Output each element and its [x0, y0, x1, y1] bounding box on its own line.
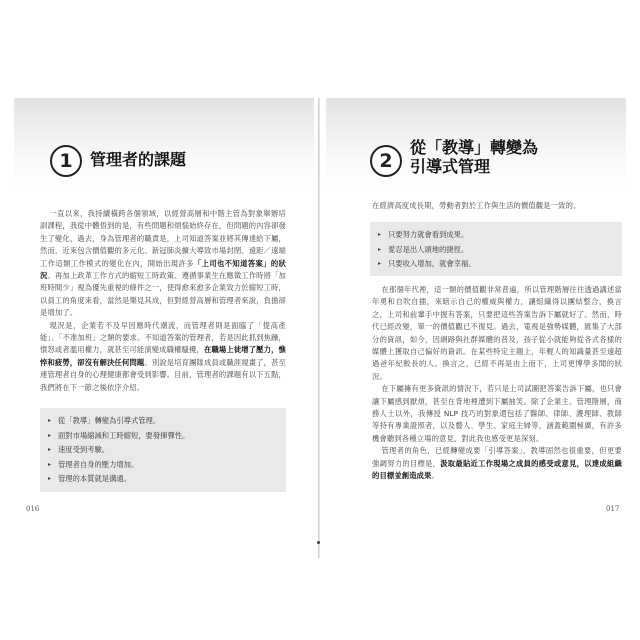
page-number: 016	[26, 505, 40, 513]
chapter-title	[410, 138, 538, 176]
summary-item: ▸ 愛忍是出人頭地的捷徑。	[378, 243, 614, 258]
summary-list	[48, 414, 278, 487]
paragraph	[372, 445, 622, 482]
summary-item: ▸ 只要收入增加，就會幸福。	[378, 257, 614, 272]
chapter-number-badge: 1	[50, 145, 82, 177]
summary-item: ▸ 速度受到考驗。	[48, 443, 278, 458]
summary-item: ▸ 管理者自身的壓力增加。	[48, 458, 278, 473]
intro-text: 在經濟高度成長期，勞動者對於工作與生活的價值觀是一致的。	[372, 201, 581, 210]
binding-mark	[317, 541, 320, 544]
paragraph-text: 在下屬擁有更多資訊的情況下，若只是上司試圖把答案告訴下屬，也只會讓下屬感到厭煩，甚至在背地裡遭到下屬抽笑。除了企業主、管理階層，商務人士以外，我傳授 NLP 技巧的對象還包括了醫師、律師、護理師、教師等持有專業證照者，以及藝人、學生、家庭主婦等，涵蓋範圍極廣，有許多機會聽到各種立場的意見，對此我也感受更是深刻。	[372, 384, 622, 443]
paragraph-text: 。	[431, 471, 440, 481]
chapter-title-line: 從「教導」轉變為	[410, 138, 539, 157]
gutter	[318, 98, 320, 558]
emphasized-text: 汲取最貼近工作現場之成員的感受或意見，以達成組織的目標並創造成果	[372, 458, 622, 481]
paragraph	[40, 208, 286, 320]
paragraph-text: 管理者的角色，已經轉變成要「引導答案」，教導固然也很重要，但更要強調努力的目標是，	[372, 446, 622, 468]
chapter-title: 管理者的課題	[90, 150, 187, 169]
paragraph-text: 現況是，企業若不及早因應時代潮流，而管理者則是面臨了「提高產能」、「不准加班」之類的要求。不知道答案的管理者，若是因此抓到焦躁，憤怒或者濫用權力，就甚至可能演變成職權騷擾，	[40, 320, 286, 355]
paragraph	[372, 383, 622, 445]
emphasized-text: 在職場上徒增了壓力，憔悴和疲勞，卻沒有解決任何問題	[40, 345, 286, 367]
summary-item: ▸ 只要努力就會看到成果。	[378, 228, 614, 243]
paragraph-text: 一直以來，我持續橫跨各個領域，以經營高層和中階主管為對象舉辦培訓課程，我從中體悟到的是，有些問題和煩惱始終存在，但問題的內容卻發生了變化，過去，身為管理者的職責是，上司知道答案並將其傳達給下屬，然而，近來包含價值觀的多元化、新冠肺炎擴大導致市場封閉、遠距／遠端工作這類工作模式的變化在內，開始出現許多	[40, 209, 286, 268]
summary-item: ▸ 管理的本質就是溝通。	[48, 472, 278, 487]
right-page	[326, 98, 626, 538]
chapter-title-line: 引導式管理	[410, 157, 491, 176]
summary-box	[40, 408, 286, 492]
paragraph-text: 。別說是培育團隊成員或職涯規畫了，甚至連管理者自身的心理健康都會受到影響。目前，管理者的課題有以下五點，我們將在下一節之後依序介紹。	[40, 357, 286, 392]
summary-item: ▸ 面對市場縮減和工時縮短，要發揮彈性。	[48, 429, 278, 444]
left-page	[14, 98, 314, 538]
paragraph-text: 。再加上政革工作方式的縮短工時政策、遵循事業生在應徵工作時將「加班時間少」視為優先重視的條件之一，使得愈來愈多企業致力於縮短工時，以員工的角度來看，當然是樂見其成，但對經營高層和管理者來說，負擔卻是增加了。	[40, 271, 286, 318]
emphasized-text: 「上司也不知道答案」的狀況	[40, 258, 286, 281]
page-number: 017	[606, 505, 620, 513]
summary-item: ▸ 從「教導」轉變為引導式管理。	[48, 414, 278, 429]
summary-box	[370, 222, 622, 276]
paragraph	[372, 284, 622, 383]
paragraph-text: 在那個年代裡，這一類的價值觀非常普遍，所以管理階層往往透過講述當年勇和自吹自擂，來暗示自己的權威與權力，讓組織得以團結整合，換言之，上司和前輩手中握有答案，只要把這些答案告訴下屬就好了。然而，時代已經改變，單一的價值觀已不復見。過去，電視是強勢媒體，匯集了大部分的資訊，如今，因網路與社群媒體的普及，孩子從小就能夠從各式各樣的媒體上獲取自己偏好的資訊。在某些特定主題上，年輕人的知識量甚至遠超過爸年紀較長的人。換言之，已經不再是由上而下，上司更博學多聞的狀況。	[372, 285, 622, 381]
body-text	[372, 284, 622, 483]
chapter-number-badge: 2	[370, 145, 402, 177]
body-text	[40, 208, 286, 394]
summary-list	[378, 228, 614, 272]
paragraph	[40, 320, 286, 394]
